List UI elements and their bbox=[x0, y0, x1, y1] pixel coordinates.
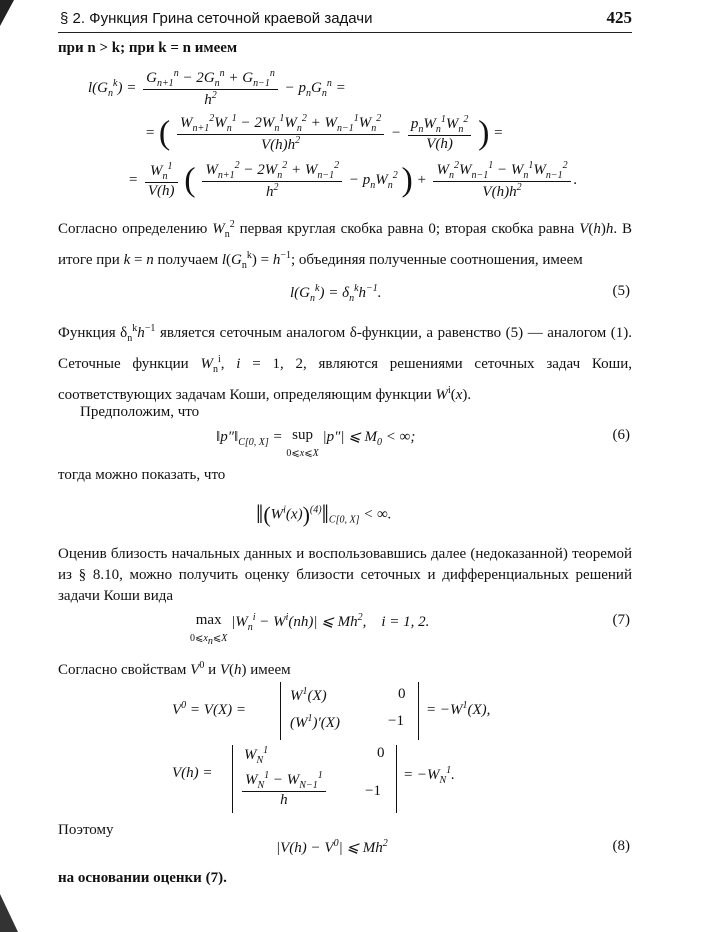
intro-line bbox=[58, 38, 237, 59]
det-vh-a11: $W_N^1$ bbox=[244, 745, 269, 766]
para7-text: Поэтому bbox=[58, 822, 114, 838]
determinant-bar-right bbox=[418, 682, 419, 740]
det-vh-a21: $\frac{W_N^1 - W_{N-1}^1}{h}$ bbox=[242, 770, 326, 809]
paragraph-2: Функция $\delta_n^kh^{-1}$ является сеточным аналогом δ-функции, а равенство (5) — аналогом (1). Сеточные функции $W_n^i$, i = 1, 2, являются решениями сеточных задач Коши, соответствующих задачам Коши, определяющим функции $W^i(x)$. bbox=[58, 323, 633, 403]
running-header bbox=[58, 8, 632, 33]
scan-corner-bottom bbox=[0, 894, 18, 932]
paragraph-1: Согласно определению $W_n^2$ первая круглая скобка равна 0; вторая скобка равна V(h)h. В итоге при k = n получаем $l(G_n^k) = h^{-1}$; объединяя полученные соотношения, имеем bbox=[58, 219, 633, 271]
det-v0-a11: $W^1(X)$ bbox=[290, 686, 327, 704]
paragraph-3 bbox=[80, 402, 199, 423]
paragraph-4 bbox=[58, 465, 225, 486]
equation-v0-lhs: $V^0 = V(X)$ = bbox=[172, 700, 247, 718]
equation-vh-lhs: V(h) = bbox=[172, 765, 213, 781]
section-title: § 2. Функция Грина сеточной краевой задачи bbox=[60, 10, 373, 27]
det-vh-a12: 0 bbox=[377, 745, 385, 761]
equation-1c: = $\frac{W_n^1}{V(h)}$ ( $\frac{W_{n+1}^2 - 2W_n^2 + W_{n-1}^2}{h^2}$ − $p_nW_n^2$ ) + $\frac{W_n^2W_{n-1}^1 - W_n^1W_{n-1}^2}{V(h)h^2}$ . bbox=[128, 160, 578, 200]
intro-text: при n > k; при k = n имеем bbox=[58, 40, 238, 56]
equation-1b: = ( $\frac{W_{n+1}^2W_n^1 - 2W_n^1W_n^2 + W_{n-1}^1W_n^2}{V(h)h^2}$ − $\frac{p_nW_n^1W_n^2}{V(h)}$ ) = bbox=[145, 113, 504, 153]
paragraph-6: Согласно свойствам $V^0$ и V(h) имеем bbox=[58, 660, 291, 678]
scan-corner-top bbox=[0, 0, 14, 26]
equation-5-number: (5) bbox=[612, 283, 630, 299]
equation-v0-rhs: = $-W^1(X)$, bbox=[426, 700, 491, 718]
equation-1a: $l(G_n^k)$ = $\frac{G_{n+1}^n - 2G_n^n + G_{n-1}^n}{h^2}$ − $p_nG_n^n$ = bbox=[88, 68, 346, 108]
equation-8: $|V(h) - V^0|$ ⩽ Mh$^2$ bbox=[276, 838, 388, 856]
equation-6-number: (6) bbox=[612, 427, 630, 443]
equation-7: max $0⩽x_n⩽X$ $|W_n^i - W^i(nh)|$ ⩽ Mh$^2$, i = 1, 2. bbox=[190, 612, 430, 647]
page-number: 425 bbox=[606, 8, 632, 27]
para5-text: Оценив близость начальных данных и воспользовавшись далее (недоказанной) теоремой из § 8.10, можно получить оценку близости сеточных и дифференциальных решений задачи Коши вида bbox=[58, 546, 632, 604]
para4-text: тогда можно показать, что bbox=[58, 467, 226, 483]
paragraph-7 bbox=[58, 820, 114, 841]
equation-mid: $‖(W^i(x))^{(4)}‖_{C[0, X]}$ < ∞. bbox=[256, 500, 392, 529]
paragraph-5 bbox=[58, 544, 632, 607]
equation-5: $l(G_n^k) = \delta_n^kh^{-1}$. bbox=[290, 283, 382, 304]
determinant-bar-left-2 bbox=[232, 745, 233, 813]
equation-8-number: (8) bbox=[612, 838, 630, 854]
equation-6: $‖p''‖_{C[0, X]}$ = sup 0⩽x⩽X |p″| ⩽ $M_0$ < ∞; bbox=[216, 427, 416, 459]
para3-text: Предположим, что bbox=[80, 404, 200, 420]
det-vh-a22: −1 bbox=[365, 783, 381, 799]
outro-text: на основании оценки (7). bbox=[58, 870, 227, 886]
determinant-bar-left bbox=[280, 682, 281, 740]
determinant-bar-right-2 bbox=[396, 745, 397, 813]
equation-7-number: (7) bbox=[612, 612, 630, 628]
det-v0-a22: −1 bbox=[388, 713, 404, 729]
det-v0-a21: $(W^1)'(X)$ bbox=[290, 713, 340, 731]
equation-vh-rhs: = $-W_N^1$. bbox=[403, 765, 455, 786]
outro-line bbox=[58, 868, 227, 889]
det-v0-a12: 0 bbox=[398, 686, 406, 702]
